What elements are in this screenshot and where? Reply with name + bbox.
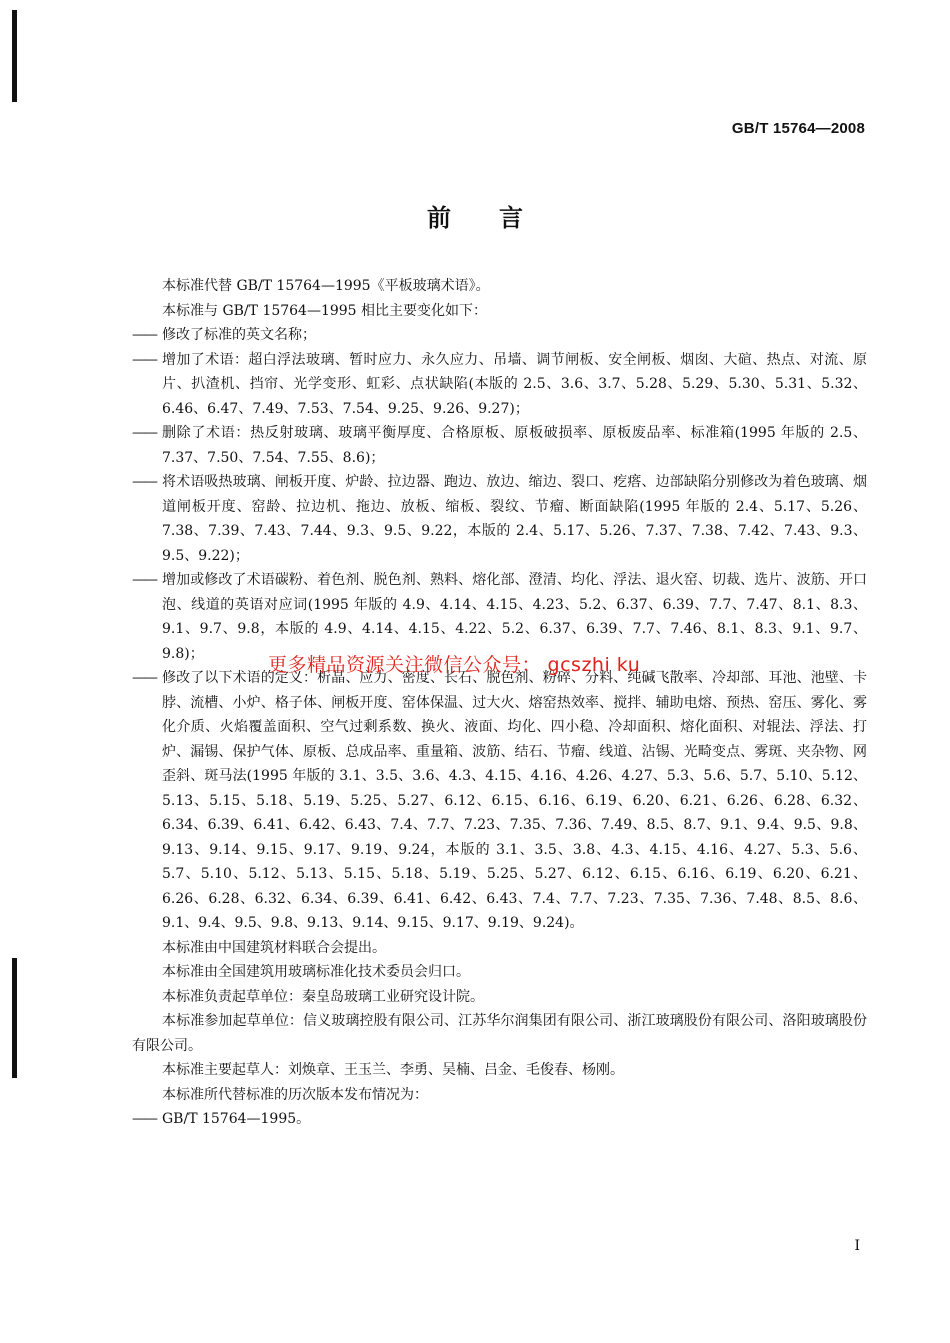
intro-paragraph: 本标准代替 GB/T 15764—1995《平板玻璃术语》。 [162, 278, 490, 294]
closing-paragraph: 本标准由全国建筑用玻璃标准化技术委员会归口。 [162, 964, 470, 980]
closing-paragraph: 本标准所代替标准的历次版本发布情况为： [162, 1086, 428, 1103]
history-item [132, 1107, 867, 1132]
history-item-text: GB/T 15764—1995。 [162, 1111, 311, 1127]
dash-marker: —— [132, 327, 156, 343]
change-item [132, 348, 867, 422]
change-item-text: 增加了术语：超白浮法玻璃、暂时应力、永久应力、吊墙、调节闸板、安全闸板、烟囱、大碹、热点、对流、原片、扒渣机、挡帘、光学变形、虹彩、点状缺陷(本版的 2.5、3.6、3.7、5.28、5.29、5.30、5.31、5.32、6.46、6.47、7.49、7.53、7.54、9.25、9.26、9.27)； [162, 351, 867, 417]
page-number: I [854, 1238, 860, 1254]
change-item-text: 增加或修改了术语碳粉、着色剂、脱色剂、熟料、熔化部、澄清、均化、浮法、退火窑、切裁、选片、波筋、开口泡、线道的英语对应词(1995 年版的 4.9、4.14、4.15、4.23、5.2、6.37、6.39、7.7、7.47、8.1、8.3、9.1、9.7、9.8，本版的 4.9、4.14、4.15、4.22、5.2、6.37、6.39、7.7、7.46、8.1、8.3、9.1、9.7、9.8)； [162, 572, 867, 662]
dash-marker: —— [132, 572, 156, 588]
dash-marker: —— [132, 425, 156, 441]
scan-edge-mark-bottom [12, 958, 17, 1078]
closing-paragraph: 本标准由中国建筑材料联合会提出。 [162, 939, 386, 956]
change-item [132, 470, 867, 568]
page-title: 前言 [427, 204, 571, 232]
closing-paragraph: 本标准参加起草单位：信义玻璃控股有限公司、江苏华尔润集团有限公司、浙江玻璃股份有限公司、洛阳玻璃股份有限公司。 [132, 1013, 867, 1054]
change-item-text: 修改了以下术语的定义：析晶、应力、密度、长石、脱色剂、粉碎、分料、纯碱飞散率、冷却部、耳池、池壁、卡脖、流槽、小炉、格子体、闸板开度、窑体保温、过大火、熔窑热效率、搅拌、辅助电熔、预热、窑压、雾化、雾化介质、火焰覆盖面积、空气过剩系数、换火、液面、均化、四小稳、冷却面积、熔化面积、对辊法、浮法、打炉、漏锡、保护气体、原板、总成品率、重量箱、波筋、结石、节瘤、线道、沾锡、光畸变点、雾斑、夹杂物、网歪斜、斑马法(1995 年版的 3.1、3.5、3.6、4.3、4.15、4.16、4.26、4.27、5.3、5.6、5.7、5.10、5.12、5.13、5.15、5.18、5.19、5.25、5.27、6.12、6.15、6.16、6.19、6.20、6.21、6.26、6.28、6.32、6.34、6.39、6.41、6.42、6.43、7.4、7.7、7.23、7.35、7.36、7.49、8.5、8.7、9.1、9.4、9.5、9.8、9.13、9.14、9.15、9.17、9.19、9.24，本版的 3.1、3.5、3.8、4.3、4.15、4.16、4.27、5.3、5.6、5.7、5.10、5.12、5.13、5.15、5.18、5.19、5.25、5.27、6.12、6.15、6.16、6.19、6.20、6.21、6.26、6.28、6.32、6.34、6.39、6.41、6.42、6.43、7.4、7.7、7.23、7.35、7.36、7.48、8.5、8.6、9.1、9.4、9.5、9.8、9.13、9.14、9.15、9.17、9.19、9.24)。 [162, 670, 867, 931]
dash-marker: —— [132, 670, 156, 686]
change-item-text: 修改了标准的英文名称； [162, 327, 316, 343]
dash-marker: —— [132, 1111, 156, 1127]
change-item [132, 666, 867, 936]
intro-paragraph: 本标准与 GB/T 15764—1995 相比主要变化如下： [162, 302, 488, 319]
change-item [132, 421, 867, 470]
closing-paragraph: 本标准主要起草人：刘焕章、王玉兰、李勇、吴楠、吕金、毛俊春、杨刚。 [162, 1062, 624, 1078]
dash-marker: —— [132, 474, 156, 490]
closing-paragraph: 本标准负责起草单位：秦皇岛玻璃工业研究设计院。 [162, 988, 484, 1005]
watermark-overlay: 更多精品资源关注微信公众号： gcszhi ku [268, 654, 641, 676]
standard-code: GB/T 15764—2008 [731, 120, 865, 137]
change-item-text: 删除了术语：热反射玻璃、玻璃平衡厚度、合格原板、原板破损率、原板废品率、标准箱(1995 年版的 2.5、7.37、7.50、7.54、7.55、8.6)； [162, 425, 867, 466]
change-item-text: 将术语吸热玻璃、闸板开度、炉龄、拉边器、跑边、放边、缩边、裂口、疙瘩、边部缺陷分别修改为着色玻璃、烟道闸板开度、窑龄、拉边机、拖边、放板、缩板、裂纹、节瘤、断面缺陷(1995 年版的 2.4、5.17、5.26、7.38、7.39、7.43、7.44、9.3、9.5、9.22，本版的 2.4、5.17、5.26、7.37、7.38、7.42、7.43、9.3、9.5、9.22)； [162, 474, 867, 564]
change-item [132, 323, 867, 348]
scan-edge-mark-top [12, 10, 17, 102]
foreword-body [132, 274, 867, 1132]
dash-marker: —— [132, 351, 156, 368]
